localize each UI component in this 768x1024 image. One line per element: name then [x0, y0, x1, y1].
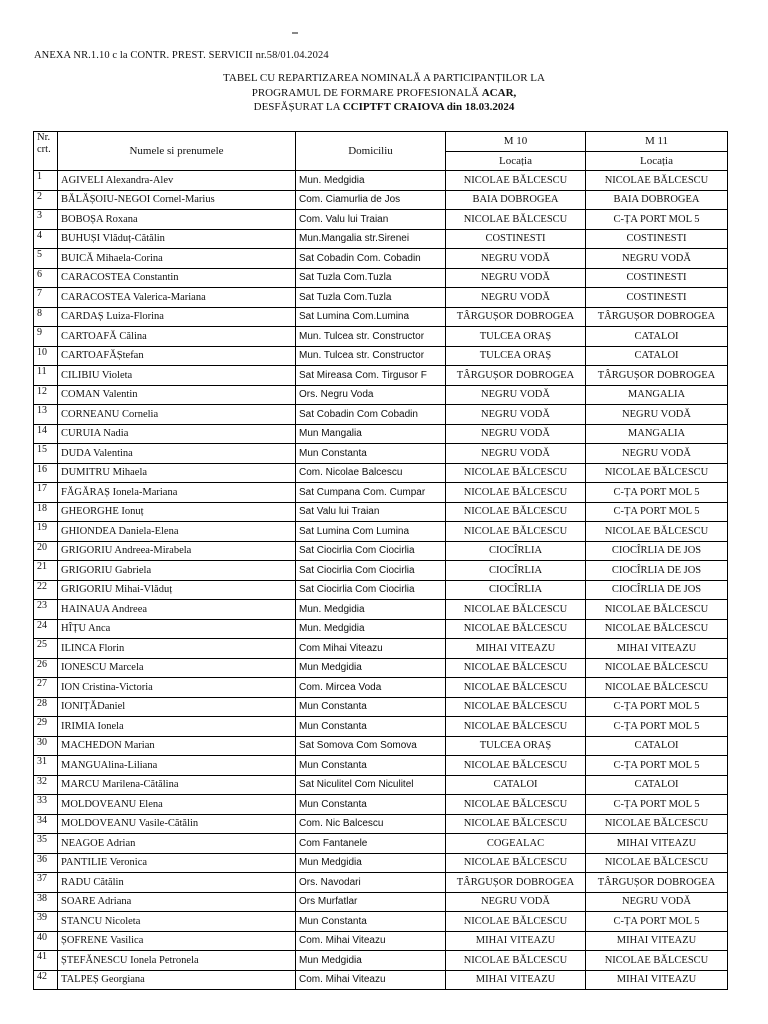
location-m10: NICOLAE BĂLCESCU [446, 658, 586, 678]
location-m11: MIHAI VITEAZU [586, 970, 728, 990]
location-m10: TULCEA ORAȘ [446, 327, 586, 347]
table-row [34, 522, 728, 542]
location-m10: NEGRU VODĂ [446, 424, 586, 444]
participant-domicile: Com. Mircea Voda [296, 678, 446, 698]
participant-domicile: Mun Constanta [296, 444, 446, 464]
participant-name: SOARE Adriana [58, 892, 296, 912]
location-m11: NEGRU VODĂ [586, 249, 728, 269]
location-m11: MANGALIA [586, 424, 728, 444]
row-number: 5 [34, 249, 58, 269]
table-row [34, 892, 728, 912]
table-row [34, 424, 728, 444]
location-m10: NICOLAE BĂLCESCU [446, 853, 586, 873]
program-name: ACAR, [481, 86, 517, 99]
location-m10: TÂRGUȘOR DOBROGEA [446, 366, 586, 386]
participant-name: IONESCU Marcela [58, 658, 296, 678]
row-number: 28 [34, 697, 58, 717]
table-row [34, 327, 728, 347]
table-row [34, 678, 728, 698]
participant-name: FĂGĂRAȘ Ionela-Mariana [58, 483, 296, 503]
row-number: 32 [34, 775, 58, 795]
header-m11-locatia: Locația [586, 151, 728, 171]
location-m11: CIOCÎRLIA DE JOS [586, 561, 728, 581]
participant-name: STANCU Nicoleta [58, 912, 296, 932]
location-m11: MANGALIA [586, 385, 728, 405]
location-m11: C-ȚA PORT MOL 5 [586, 912, 728, 932]
participant-domicile: Sat Cumpana Com. Cumpar [296, 483, 446, 503]
row-number: 36 [34, 853, 58, 873]
participant-name: COMAN Valentin [58, 385, 296, 405]
location-m11: CATALOI [586, 775, 728, 795]
participant-domicile: Com Fantanele [296, 834, 446, 854]
location-m11: NICOLAE BĂLCESCU [586, 853, 728, 873]
heading-line-3-text: DESFĂȘURAT LA [253, 101, 343, 113]
row-number: 23 [34, 600, 58, 620]
row-number: 27 [34, 678, 58, 698]
location-m11: COSTINESTI [586, 288, 728, 308]
row-number: 41 [34, 951, 58, 971]
row-number: 2 [34, 190, 58, 210]
row-number: 14 [34, 424, 58, 444]
location-m10: NEGRU VODĂ [446, 249, 586, 269]
location-m10: MIHAI VITEAZU [446, 639, 586, 659]
location-m10: COGEALAC [446, 834, 586, 854]
location-m11: NICOLAE BĂLCESCU [586, 619, 728, 639]
location-m10: NICOLAE BĂLCESCU [446, 814, 586, 834]
location-m10: TÂRGUȘOR DOBROGEA [446, 873, 586, 893]
header-nr-crt [34, 132, 58, 171]
row-number: 29 [34, 717, 58, 737]
table-row [34, 619, 728, 639]
participant-name: CARACOSTEA Valerica-Mariana [58, 288, 296, 308]
location-m11: C-ȚA PORT MOL 5 [586, 483, 728, 503]
location-m10: CIOCÎRLIA [446, 561, 586, 581]
table-row [34, 795, 728, 815]
participant-domicile: Mun Medgidia [296, 658, 446, 678]
participant-domicile: Sat Cobadin Com Cobadin [296, 405, 446, 425]
location-m10: NICOLAE BĂLCESCU [446, 717, 586, 737]
row-number: 35 [34, 834, 58, 854]
heading-line-2-text: PROGRAMUL DE FORMARE PROFESIONALĂ [251, 86, 482, 99]
location-m10: MIHAI VITEAZU [446, 931, 586, 951]
location-m11: C-ȚA PORT MOL 5 [586, 210, 728, 230]
table-row [34, 463, 728, 483]
heading-line-3 [0, 100, 768, 115]
location-m10: COSTINESTI [446, 229, 586, 249]
row-number: 26 [34, 658, 58, 678]
table-row [34, 190, 728, 210]
table-row [34, 775, 728, 795]
participant-domicile: Com. Nicolae Balcescu [296, 463, 446, 483]
participant-domicile: Mun Mangalia [296, 424, 446, 444]
participant-domicile: Mun Medgidia [296, 951, 446, 971]
participant-domicile: Sat Valu lui Traian [296, 502, 446, 522]
location-m10: NICOLAE BĂLCESCU [446, 210, 586, 230]
table-row [34, 288, 728, 308]
location-m10: CIOCÎRLIA [446, 580, 586, 600]
row-number: 19 [34, 522, 58, 542]
table-row [34, 658, 728, 678]
location-m10: TULCEA ORAȘ [446, 736, 586, 756]
table-row [34, 249, 728, 269]
header-name: Numele si prenumele [58, 132, 296, 171]
participant-domicile: Sat Somova Com Somova [296, 736, 446, 756]
row-number: 24 [34, 619, 58, 639]
participant-name: CARACOSTEA Constantin [58, 268, 296, 288]
participant-domicile: Sat Mireasa Com. Tirgusor F [296, 366, 446, 386]
table-row [34, 600, 728, 620]
row-number: 8 [34, 307, 58, 327]
row-number: 3 [34, 210, 58, 230]
location-m11: TÂRGUȘOR DOBROGEA [586, 307, 728, 327]
location-m10: NICOLAE BĂLCESCU [446, 171, 586, 191]
row-number: 16 [34, 463, 58, 483]
location-m10: NICOLAE BĂLCESCU [446, 951, 586, 971]
participant-domicile: Sat Lumina Com.Lumina [296, 307, 446, 327]
location-m10: NICOLAE BĂLCESCU [446, 756, 586, 776]
participant-domicile: Com. Mihai Viteazu [296, 970, 446, 990]
table-row [34, 561, 728, 581]
row-number: 9 [34, 327, 58, 347]
location-m11: C-ȚA PORT MOL 5 [586, 697, 728, 717]
location-m11: C-ȚA PORT MOL 5 [586, 756, 728, 776]
location-m11: CATALOI [586, 736, 728, 756]
document-heading [0, 71, 768, 115]
table-header-row [34, 132, 728, 152]
participant-name: BOBOȘA Roxana [58, 210, 296, 230]
participant-domicile: Mun Constanta [296, 912, 446, 932]
table-row [34, 366, 728, 386]
participant-domicile: Sat Cobadin Com. Cobadin [296, 249, 446, 269]
row-number: 22 [34, 580, 58, 600]
table-row [34, 639, 728, 659]
location-m10: MIHAI VITEAZU [446, 970, 586, 990]
participant-name: GRIGORIU Gabriela [58, 561, 296, 581]
participant-domicile: Ors. Navodari [296, 873, 446, 893]
participant-domicile: Sat Ciocirlia Com Ciocirlia [296, 561, 446, 581]
location-m10: NICOLAE BĂLCESCU [446, 912, 586, 932]
table-row [34, 853, 728, 873]
participants-table [33, 131, 728, 990]
participant-domicile: Mun. Tulcea str. Constructor [296, 327, 446, 347]
table-row [34, 385, 728, 405]
location-m11: TÂRGUȘOR DOBROGEA [586, 366, 728, 386]
table-row [34, 970, 728, 990]
participant-name: IRIMIA Ionela [58, 717, 296, 737]
table-row [34, 229, 728, 249]
heading-line-2 [0, 86, 768, 101]
participant-domicile: Sat Ciocirlia Com Ciocirlia [296, 541, 446, 561]
location-m10: BAIA DOBROGEA [446, 190, 586, 210]
table-row [34, 444, 728, 464]
location-m10: NEGRU VODĂ [446, 444, 586, 464]
row-number: 31 [34, 756, 58, 776]
participant-domicile: Ors Murfatlar [296, 892, 446, 912]
location-m10: NICOLAE BĂLCESCU [446, 678, 586, 698]
location-m11: NICOLAE BĂLCESCU [586, 522, 728, 542]
header-m11: M 11 [586, 132, 728, 152]
table-row [34, 931, 728, 951]
table-row [34, 951, 728, 971]
location-m10: NEGRU VODĂ [446, 385, 586, 405]
location-m10: NEGRU VODĂ [446, 268, 586, 288]
participant-domicile: Sat Niculitel Com Niculitel [296, 775, 446, 795]
scan-speck [292, 32, 298, 34]
row-number: 11 [34, 366, 58, 386]
row-number: 25 [34, 639, 58, 659]
row-number: 13 [34, 405, 58, 425]
location-m10: NEGRU VODĂ [446, 892, 586, 912]
row-number: 15 [34, 444, 58, 464]
location-m10: NICOLAE BĂLCESCU [446, 502, 586, 522]
participant-domicile: Com. Nic Balcescu [296, 814, 446, 834]
header-crt: crt. [37, 144, 51, 155]
participant-name: GRIGORIU Andreea-Mirabela [58, 541, 296, 561]
row-number: 20 [34, 541, 58, 561]
row-number: 12 [34, 385, 58, 405]
participant-domicile: Mun. Tulcea str. Constructor [296, 346, 446, 366]
participant-name: BUHUȘI Vlăduț-Cătălin [58, 229, 296, 249]
location-m11: CIOCÎRLIA DE JOS [586, 541, 728, 561]
participant-name: CARTOAFĂ Călina [58, 327, 296, 347]
participant-domicile: Mun Constanta [296, 795, 446, 815]
participant-domicile: Ors. Negru Voda [296, 385, 446, 405]
participant-domicile: Mun Constanta [296, 717, 446, 737]
participant-name: GRIGORIU Mihai-Vlăduț [58, 580, 296, 600]
location-m11: NICOLAE BĂLCESCU [586, 814, 728, 834]
row-number: 30 [34, 736, 58, 756]
table-row [34, 210, 728, 230]
participant-name: PANTILIE Veronica [58, 853, 296, 873]
table-row [34, 483, 728, 503]
participant-name: NEAGOE Adrian [58, 834, 296, 854]
table-row [34, 541, 728, 561]
location-m11: BAIA DOBROGEA [586, 190, 728, 210]
location-m11: C-ȚA PORT MOL 5 [586, 795, 728, 815]
table-row [34, 834, 728, 854]
participant-domicile: Mun. Medgidia [296, 600, 446, 620]
row-number: 38 [34, 892, 58, 912]
participant-name: HÎȚU Anca [58, 619, 296, 639]
row-number: 21 [34, 561, 58, 581]
row-number: 33 [34, 795, 58, 815]
row-number: 7 [34, 288, 58, 308]
location-m10: TÂRGUȘOR DOBROGEA [446, 307, 586, 327]
location-m11: C-ȚA PORT MOL 5 [586, 502, 728, 522]
table-row [34, 171, 728, 191]
table-row [34, 873, 728, 893]
row-number: 42 [34, 970, 58, 990]
table-row [34, 502, 728, 522]
participant-name: GHEORGHE Ionuț [58, 502, 296, 522]
header-domiciliu: Domiciliu [296, 132, 446, 171]
participant-name: ILINCA Florin [58, 639, 296, 659]
participant-name: MOLDOVEANU Vasile-Cătălin [58, 814, 296, 834]
participant-name: ȘTEFĂNESCU Ionela Petronela [58, 951, 296, 971]
location-m11: NICOLAE BĂLCESCU [586, 463, 728, 483]
location-m10: NICOLAE BĂLCESCU [446, 463, 586, 483]
table-row [34, 346, 728, 366]
location-m11: NEGRU VODĂ [586, 405, 728, 425]
participant-domicile: Mun Constanta [296, 697, 446, 717]
venue-and-date: CCIPTFT CRAIOVA din 18.03.2024 [342, 101, 515, 113]
location-m11: NICOLAE BĂLCESCU [586, 951, 728, 971]
participant-domicile: Mun Medgidia [296, 853, 446, 873]
location-m10: NICOLAE BĂLCESCU [446, 522, 586, 542]
participant-name: IONIȚĂDaniel [58, 697, 296, 717]
participant-name: MOLDOVEANU Elena [58, 795, 296, 815]
participant-name: CARDAȘ Luiza-Florina [58, 307, 296, 327]
location-m11: NICOLAE BĂLCESCU [586, 171, 728, 191]
participant-domicile: Sat Tuzla Com.Tuzla [296, 268, 446, 288]
participant-domicile: Com. Mihai Viteazu [296, 931, 446, 951]
location-m11: C-ȚA PORT MOL 5 [586, 717, 728, 737]
participant-domicile: Mun. Medgidia [296, 171, 446, 191]
participant-name: BĂLĂȘOIU-NEGOI Cornel-Marius [58, 190, 296, 210]
participant-name: CURUIA Nadia [58, 424, 296, 444]
participant-domicile: Com. Valu lui Traian [296, 210, 446, 230]
participant-name: RADU Cătălin [58, 873, 296, 893]
row-number: 34 [34, 814, 58, 834]
table-row [34, 697, 728, 717]
participant-name: MANGUAlina-Liliana [58, 756, 296, 776]
participant-name: CORNEANU Cornelia [58, 405, 296, 425]
participant-name: GHIONDEA Daniela-Elena [58, 522, 296, 542]
location-m10: NICOLAE BĂLCESCU [446, 697, 586, 717]
participant-name: MACHEDON Marian [58, 736, 296, 756]
participant-name: DUDA Valentina [58, 444, 296, 464]
row-number: 6 [34, 268, 58, 288]
row-number: 1 [34, 171, 58, 191]
header-m10-locatia: Locația [446, 151, 586, 171]
participant-domicile: Sat Ciocirlia Com Ciocirlia [296, 580, 446, 600]
row-number: 40 [34, 931, 58, 951]
table-row [34, 405, 728, 425]
location-m11: MIHAI VITEAZU [586, 931, 728, 951]
location-m11: MIHAI VITEAZU [586, 639, 728, 659]
location-m10: NICOLAE BĂLCESCU [446, 795, 586, 815]
table-row [34, 268, 728, 288]
location-m10: NEGRU VODĂ [446, 405, 586, 425]
location-m11: NICOLAE BĂLCESCU [586, 658, 728, 678]
row-number: 39 [34, 912, 58, 932]
row-number: 18 [34, 502, 58, 522]
header-nr: Nr. [37, 132, 51, 143]
participant-name: ȘOFRENE Vasilica [58, 931, 296, 951]
location-m11: COSTINESTI [586, 229, 728, 249]
participant-name: BUICĂ Mihaela-Corina [58, 249, 296, 269]
location-m11: NICOLAE BĂLCESCU [586, 678, 728, 698]
participant-name: TALPEȘ Georgiana [58, 970, 296, 990]
table-row [34, 912, 728, 932]
location-m11: TÂRGUȘOR DOBROGEA [586, 873, 728, 893]
heading-line-1: TABEL CU REPARTIZAREA NOMINALĂ A PARTICIPANȚILOR LA [223, 72, 545, 84]
participant-name: DUMITRU Mihaela [58, 463, 296, 483]
participant-name: ION Cristina-Victoria [58, 678, 296, 698]
location-m10: TULCEA ORAȘ [446, 346, 586, 366]
table-row [34, 736, 728, 756]
table-row [34, 756, 728, 776]
row-number: 17 [34, 483, 58, 503]
location-m11: CATALOI [586, 346, 728, 366]
participant-domicile: Com Mihai Viteazu [296, 639, 446, 659]
annex-reference: ANEXA NR.1.10 c la CONTR. PREST. SERVICII nr.58/01.04.2024 [34, 50, 329, 61]
participant-domicile: Mun Constanta [296, 756, 446, 776]
header-m10: M 10 [446, 132, 586, 152]
location-m11: NEGRU VODĂ [586, 444, 728, 464]
location-m10: NEGRU VODĂ [446, 288, 586, 308]
location-m10: CIOCÎRLIA [446, 541, 586, 561]
table-row [34, 307, 728, 327]
participant-domicile: Mun.Mangalia str.Sirenei [296, 229, 446, 249]
participant-name: CARTOAFĂȘtefan [58, 346, 296, 366]
location-m10: NICOLAE BĂLCESCU [446, 619, 586, 639]
location-m11: NICOLAE BĂLCESCU [586, 600, 728, 620]
participant-name: HAINAUA Andreea [58, 600, 296, 620]
location-m10: NICOLAE BĂLCESCU [446, 483, 586, 503]
row-number: 4 [34, 229, 58, 249]
participant-domicile: Mun. Medgidia [296, 619, 446, 639]
location-m11: CIOCÎRLIA DE JOS [586, 580, 728, 600]
location-m11: COSTINESTI [586, 268, 728, 288]
participant-domicile: Sat Lumina Com Lumina [296, 522, 446, 542]
participant-name: AGIVELI Alexandra-Alev [58, 171, 296, 191]
participant-name: MARCU Marilena-Cătălina [58, 775, 296, 795]
location-m10: NICOLAE BĂLCESCU [446, 600, 586, 620]
location-m11: CATALOI [586, 327, 728, 347]
participant-domicile: Sat Tuzla Com.Tuzla [296, 288, 446, 308]
location-m11: NEGRU VODĂ [586, 892, 728, 912]
table-row [34, 814, 728, 834]
location-m11: MIHAI VITEAZU [586, 834, 728, 854]
participant-domicile: Com. Ciamurlia de Jos [296, 190, 446, 210]
location-m10: CATALOI [446, 775, 586, 795]
row-number: 37 [34, 873, 58, 893]
participant-name: CILIBIU Violeta [58, 366, 296, 386]
table-row [34, 717, 728, 737]
table-row [34, 580, 728, 600]
row-number: 10 [34, 346, 58, 366]
